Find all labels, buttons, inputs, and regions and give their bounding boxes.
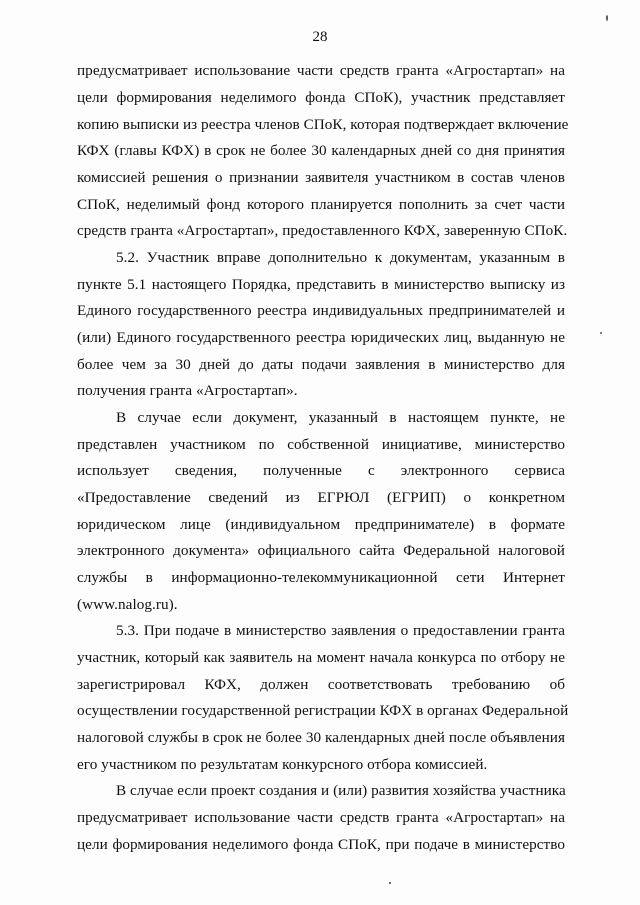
scan-mark [606, 15, 608, 21]
text-line: его участником по результатам конкурсного отбора комиссией. [77, 756, 488, 773]
text-line: СПоК, неделимый фонд которого планируется пополнить за счет части [77, 196, 565, 213]
text-line: пункте 5.1 настоящего Порядка, представить в министерство выписку из [77, 276, 565, 293]
text-line: предусматривает использование части средств гранта «Агростартап» на [77, 809, 565, 826]
paragraph-first-line: 5.2. Участник вправе дополнительно к документам, указанным в [116, 249, 565, 266]
text-line: КФХ (главы КФХ) в срок не более 30 календарных дней со дня принятия [77, 142, 565, 159]
text-line: участник, который как заявитель на момент начала конкурса по отбору не [77, 649, 565, 666]
text-line: средств гранта «Агростартап», предоставленного КФХ, заверенную СПоК. [77, 222, 568, 239]
scan-speck [600, 332, 602, 334]
text-line: зарегистрировал КФХ, должен соответствовать требованию об [77, 676, 565, 693]
text-line: осуществлении государственной регистрации КФХ в органах Федеральной [77, 702, 569, 719]
page-number: 28 [312, 29, 328, 45]
text-line: представлен участником по собственной инициативе, министерство [77, 436, 565, 453]
text-line: «Предоставление сведений из ЕГРЮЛ (ЕГРИП) о конкретном [77, 489, 565, 506]
text-line: электронного документа» официального сайта Федеральной налоговой [77, 542, 565, 559]
text-line: налоговой службы в срок не более 30 календарных дней после объявления [77, 729, 565, 746]
paragraph-first-line: В случае если проект создания и (или) развития хозяйства участника [116, 782, 566, 799]
text-line: цели формирования неделимого фонда СПоК), участник представляет [77, 89, 565, 106]
text-line: более чем за 30 дней до даты подачи заявления в министерство для [77, 356, 565, 373]
text-line: цели формирования неделимого фонда СПоК, при подаче в министерство [77, 836, 565, 853]
scan-speck [389, 882, 391, 884]
text-line: (или) Единого государственного реестра юридических лиц, выданную не [77, 329, 565, 346]
text-line: комиссией решения о признании заявителя участником в состав членов [77, 169, 565, 186]
text-line: Единого государственного реестра индивидуальных предпринимателей и [77, 302, 565, 319]
text-line: получения гранта «Агростартап». [77, 382, 298, 399]
paragraph-first-line: 5.3. При подаче в министерство заявления о предоставлении гранта [116, 622, 565, 639]
text-line: использует сведения, полученные с электронного сервиса [77, 462, 565, 479]
text-line: службы в информационно-телекоммуникационной сети Интернет [77, 569, 565, 586]
text-line: копию выписки из реестра членов СПоК, которая подтверждает включение [77, 116, 569, 133]
paragraph-first-line: В случае если документ, указанный в настоящем пункте, не [116, 409, 565, 426]
text-line: юридическом лице (индивидуальном предпринимателе) в формате [77, 516, 565, 533]
text-line: предусматривает использование части средств гранта «Агростартап» на [77, 62, 565, 79]
text-line: (www.nalog.ru). [77, 596, 178, 613]
